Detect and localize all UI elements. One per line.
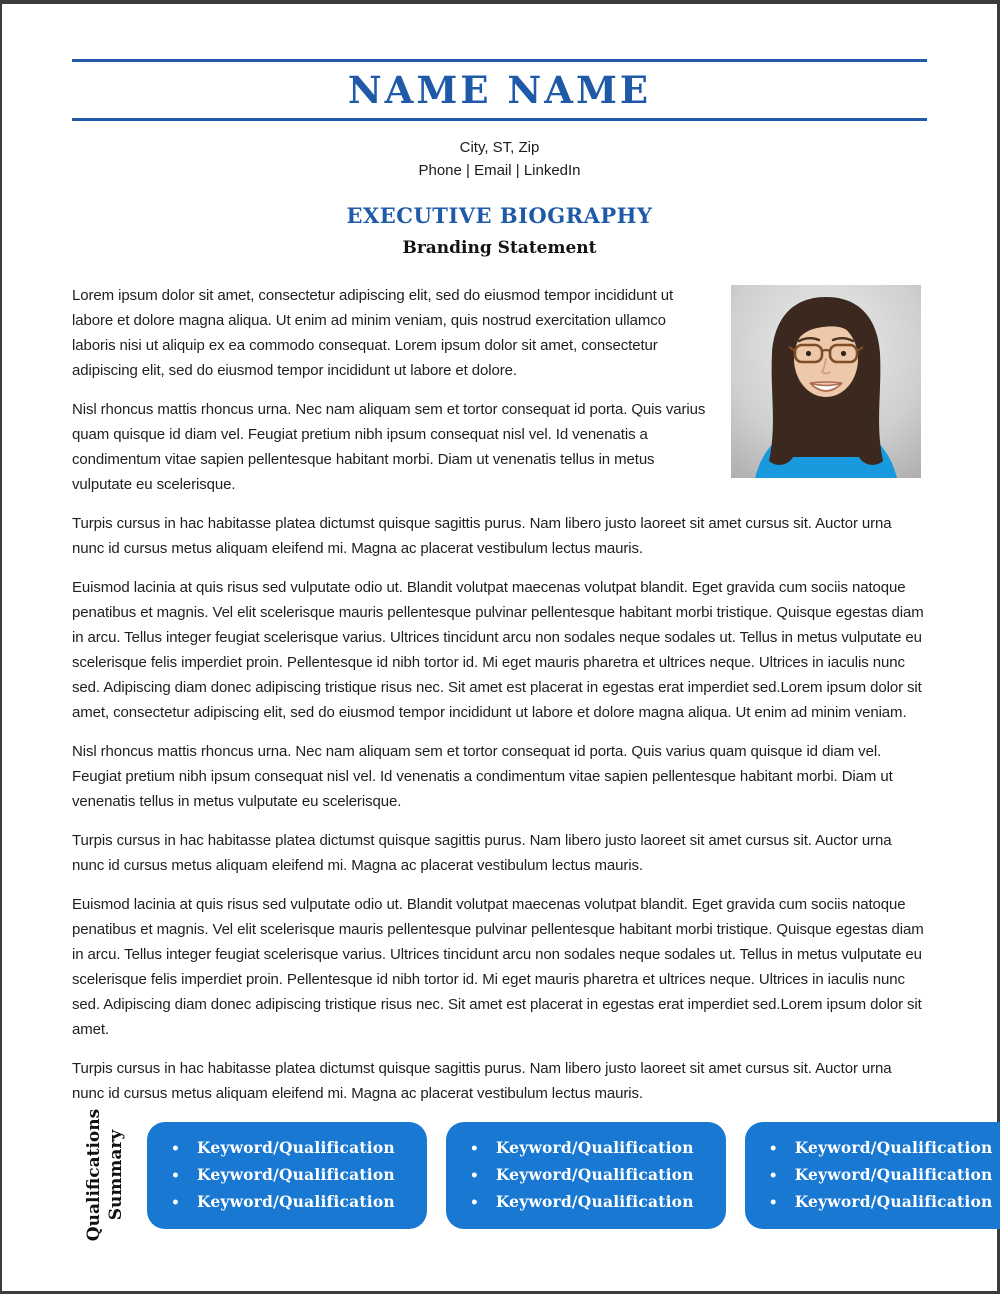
qualification-keyword: Keyword/Qualification: [197, 1191, 395, 1211]
bullet-icon: •: [171, 1194, 180, 1211]
qualification-keyword: Keyword/Qualification: [495, 1164, 694, 1184]
qualification-item: [769, 1162, 1000, 1189]
contact-block: [72, 136, 927, 182]
bullet-icon: •: [469, 1194, 479, 1211]
bullet-icon: •: [171, 1140, 180, 1157]
qualification-item: [171, 1135, 409, 1162]
qualification-keyword: Keyword/Qualification: [495, 1137, 694, 1157]
portrait-illustration: [731, 285, 921, 478]
bullet-icon: •: [768, 1140, 778, 1157]
bio-paragraph: Turpis cursus in hac habitasse platea dictumst quisque sagittis purus. Nam libero justo laoreet sit amet cursus sit. Auctor urna nunc id cursus metus aliquam eleifend mi. Magna ac placerat vestibulum lectus mauris.: [72, 832, 892, 874]
contact-location: City, ST, Zip: [459, 139, 540, 156]
branding-statement: Branding Statement: [402, 238, 597, 258]
qualification-box-2: [446, 1122, 726, 1229]
bullet-icon: •: [768, 1194, 778, 1211]
bullet-icon: •: [171, 1167, 180, 1184]
biography-body: [72, 283, 927, 1120]
profile-photo: [731, 285, 921, 478]
qualification-keyword: Keyword/Qualification: [197, 1137, 395, 1157]
bio-paragraph: Euismod lacinia at quis risus sed vulputate odio ut. Blandit volutpat maecenas volutpat blandit. Eget gravida cum sociis natoque penatibus et magnis. Vel elit scelerisque mauris pellentesque pulvinar pellentesque habitant morbi tristique. Quisque egestas diam in arcu. Tellus integer feugiat scelerisque varius. Ultrices tincidunt arcu non sodales neque sodales ut. Tellus in metus vulputate eu scelerisque felis imperdiet proin. Pellentesque id nibh tortor id. Mi eget mauris pharetra et ultrices neque. Ultrices in iaculis nunc sed. Adipiscing diam donec adipiscing tristique risus nec. Sit amet est placerat in egestas erat imperdiet sed.Lorem ipsum dolor sit amet, consectetur adipiscing elit, sed do eiusmod tempor incididunt ut labore et dolore magna aliqua. Ut enim ad minim veniam.: [72, 579, 924, 721]
qualifications-label-line2: Summary: [105, 1129, 126, 1221]
qualification-keyword: Keyword/Qualification: [794, 1137, 993, 1157]
qualifications-label-line1: Qualifications: [83, 1108, 104, 1242]
qualification-item: [171, 1162, 409, 1189]
qualification-keyword: Keyword/Qualification: [794, 1191, 993, 1211]
qualification-item: [470, 1189, 708, 1216]
qualifications-section: [72, 1108, 993, 1242]
page-title: NAME NAME: [347, 68, 652, 112]
qualification-box-3: [745, 1122, 1000, 1229]
bio-paragraph: Nisl rhoncus mattis rhoncus urna. Nec nam aliquam sem et tortor consequat id porta. Quis varius quam quisque id diam vel. Feugiat pretium nibh ipsum consequat nisl vel. Id venenatis a condimentum vitae sapien pellentesque habitant morbi. Diam ut venenatis tellus in metus vulputate eu scelerisque.: [72, 743, 893, 810]
qualification-keyword: Keyword/Qualification: [197, 1164, 395, 1184]
bio-paragraph: Lorem ipsum dolor sit amet, consectetur adipiscing elit, sed do eiusmod tempor incididunt ut labore et dolore magna aliqua. Ut enim ad minim veniam, quis nostrud exercitation ullamco laboris nisi ut aliquip ex ea commodo consequat. Lorem ipsum dolor sit amet, consectetur adipiscing elit, sed do eiusmod tempor incididunt ut labore et dolore.: [72, 287, 674, 379]
qualification-box-1: [147, 1122, 427, 1229]
qualification-boxes: [147, 1122, 1000, 1229]
qualification-item: [171, 1189, 409, 1216]
bullet-icon: •: [469, 1167, 479, 1184]
bio-paragraph: Turpis cursus in hac habitasse platea dictumst quisque sagittis purus. Nam libero justo laoreet sit amet cursus sit. Auctor urna nunc id cursus metus aliquam eleifend mi. Magna ac placerat vestibulum lectus mauris.: [72, 515, 892, 557]
qualification-keyword: Keyword/Qualification: [794, 1164, 993, 1184]
qualification-item: [470, 1135, 708, 1162]
bio-paragraph: Turpis cursus in hac habitasse platea dictumst quisque sagittis purus. Nam libero justo laoreet sit amet cursus sit. Auctor urna nunc id cursus metus aliquam eleifend mi. Magna ac placerat vestibulum lectus mauris.: [72, 1060, 892, 1102]
bullet-icon: •: [768, 1167, 778, 1184]
bullet-icon: •: [469, 1140, 479, 1157]
section-title: EXECUTIVE BIOGRAPHY: [346, 203, 653, 228]
qualification-keyword: Keyword/Qualification: [495, 1191, 694, 1211]
qualification-item: [769, 1135, 1000, 1162]
contact-links: Phone | Email | LinkedIn: [418, 162, 581, 179]
qualification-item: [470, 1162, 708, 1189]
page-content: [2, 4, 997, 1314]
bio-paragraph: Nisl rhoncus mattis rhoncus urna. Nec nam aliquam sem et tortor consequat id porta. Quis varius quam quisque id diam vel. Feugiat pretium nibh ipsum consequat nisl vel. Id venenatis a condimentum vitae sapien pellentesque habitant morbi. Diam ut venenatis tellus in metus vulputate eu scelerisque.: [72, 401, 706, 493]
qualification-item: [769, 1189, 1000, 1216]
qualifications-label: [62, 1108, 147, 1242]
bio-paragraph: Euismod lacinia at quis risus sed vulputate odio ut. Blandit volutpat maecenas volutpat blandit. Eget gravida cum sociis natoque penatibus et magnis. Vel elit scelerisque mauris pellentesque pulvinar pellentesque habitant morbi tristique. Quisque egestas diam in arcu. Tellus integer feugiat scelerisque varius. Ultrices tincidunt arcu non sodales neque sodales ut. Tellus in metus vulputate eu scelerisque felis imperdiet proin. Pellentesque id nibh tortor id. Mi eget mauris pharetra et ultrices neque. Ultrices in iaculis nunc sed. Adipiscing diam donec adipiscing tristique risus nec. Sit amet est placerat in egestas erat imperdiet sed.Lorem ipsum dolor sit amet.: [72, 896, 924, 1038]
header-bottom-rule: [72, 118, 927, 121]
